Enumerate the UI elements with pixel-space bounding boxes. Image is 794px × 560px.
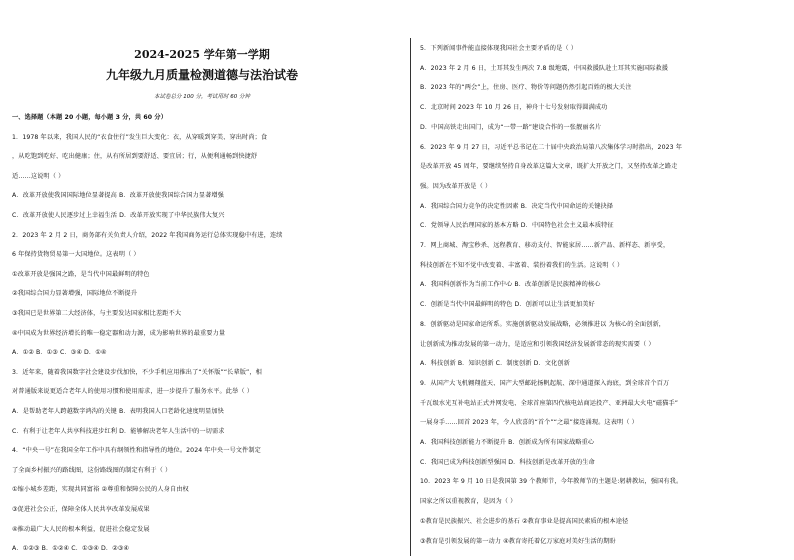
- right-text-line: A．我国科技创新能力不断提升 B．创新成为所有国家战略重心: [420, 439, 595, 446]
- right-text-line: A．2023 年 2 月 6 日，土耳其发生两次 7.8 级地震，中国救援队赴土耳其实施国际救援: [420, 64, 669, 72]
- right-text-line: 是改革开放 45 周年，要继续坚持自身改革这篇大文章，既扩大开放之门，又坚持改革之路走: [420, 163, 678, 171]
- exam-subtitle: 本试卷总分 100 分，考试用时 60 分钟: [154, 94, 250, 100]
- right-text-line: 科技创新在不知不觉中改变着、丰富着、装扮着我们的生活。这说明（ ）: [420, 261, 624, 269]
- left-text-line: 1．1978 年以来，我国人民的“衣食住行”发生巨大变化：衣，从穿暖到穿美、穿出时尚；食: [12, 133, 268, 141]
- right-text-line: 强。因为改革开放是（ ）: [420, 182, 492, 190]
- left-text-line: ①缩小城乡差距，实现共同富裕 ②尊重和保障公民的人身自由权: [12, 486, 189, 494]
- left-text-line: A．改革开放使我国国际地位显著提高 B．改革开放使我国综合国力显著增强: [12, 192, 224, 200]
- right-text-line: 9．从国产大飞机翱翔蓝天、国产大型邮轮扬帆起航、深中通道探入海底，到全球首个百万: [420, 379, 670, 387]
- right-text-line: D．中国高铁走出国门，成为“一带一路”建设合作的一张靓丽名片: [420, 123, 602, 131]
- left-text-line: ，从吃饱到吃好、吃出健康；住，从有所居到要舒适、要宜居；行，从便利通畅到快捷舒: [12, 153, 258, 161]
- right-text-line: ①教育是民族振兴、社会进步的基石 ②教育事业是提高国民素质的根本途径: [420, 517, 629, 525]
- right-text-line: C．创新是当代中国最鲜明的特色 D．创新可以让生活更加美好: [420, 301, 595, 309]
- left-text-line: C．改革开放使人民逐步过上幸福生活 D．改革开放实现了中华民族伟大复兴: [12, 212, 225, 219]
- left-text-line: A．①②③ B．①②④ C．①③④ D．②③④: [12, 545, 130, 553]
- right-text-line: A．科技创新 B．知识创新 C．制度创新 D．文化创新: [420, 360, 570, 368]
- left-text-line: ③促进社会公正，保障全体人民共享改革发展成果: [12, 506, 150, 513]
- left-text-line: ③我国已是世界第二大经济体，与主要发达国家相比差距不大: [12, 310, 182, 317]
- right-text-line: 8．创新驱动是国家命运所系。实施创新驱动发展战略，必须推进以 为核心的全面创新，: [420, 320, 666, 328]
- exam-year-title: 2024-2025 学年第一学期: [134, 48, 270, 61]
- exam-title: 九年级九月质量检测道德与法治试卷: [105, 68, 298, 82]
- right-text-line: 一展身手……回首 2023 年，令人欣喜的“首个”“之最”接连涌现。这表明（ ）: [420, 419, 638, 427]
- right-text-line: 7．网上商城、淘宝秒杀、远程教育、移动支付、智能家居……新产品、新样态、新享受，: [420, 242, 670, 249]
- right-text-line: A．我国科创新作为当前工作中心 B．改革创新是民族精神的核心: [420, 281, 601, 289]
- column-divider: [410, 38, 411, 556]
- right-text-line: A．我国综合国力竞争的决定性因素 B．决定当代中国命运的关键抉择: [420, 202, 614, 210]
- left-text-line: ④中国成为世界经济增长的唯一稳定器和动力源，成为影响世界的最重要力量: [12, 329, 226, 337]
- right-text-line: 让创新成为推动发展的第一动力，是适应和引领我国经济发展新常态的现实需要（ ）: [420, 340, 655, 348]
- left-text-line: 对普通版来说更适合老年人的使用习惯和使用需求，进一步提升了服务水平。此举（ ）: [12, 388, 253, 396]
- right-text-line: 国家之所以重视教育，是因为（ ）: [420, 498, 517, 506]
- left-text-line: 3．近年来，随着我国数字社会建设步伐加快，不少手机应用推出了“关怀版”“长辈版”，相: [12, 368, 262, 376]
- right-text-line: 10．2023 年 9 月 10 日是我国第 39 个教师节，今年教师节的主题是:躬耕教坛，强国有我。: [420, 478, 683, 486]
- left-text-line: 一、选择题（本题 20 小题，每小题 3 分，共 60 分）: [12, 114, 168, 121]
- right-text-line: 5．下列新闻事件能直接体现我国社会主要矛盾的是（ ）: [420, 45, 578, 52]
- left-text-line: ④推动最广大人民的根本利益，促进社会稳定发展: [12, 525, 150, 533]
- right-text-line: 千瓦级水光互补电站正式并网发电、全球首座第四代核电站商运投产、亚洲最大火电“磁猫手”: [420, 399, 679, 407]
- right-text-line: C．党领导人民治理国家的基本方略 D．中国特色社会主义最本质特征: [420, 222, 614, 230]
- left-text-line: A．是帮助老年人跨越数字鸿沟的关键 B．表明我国人口老龄化速度明显加快: [12, 408, 224, 415]
- left-text-line: A．①② B．①③ C．③④ D．①④: [12, 349, 107, 357]
- right-text-line: B．2023 年的“两会”上，住房、医疗、物价等问题仍然引起百姓的极大关注: [420, 84, 632, 92]
- left-text-line: C．有利于让老年人共享科技进步红利 D．能够解决老年人生活中的一切需求: [12, 427, 225, 435]
- left-text-line: 6 年保持货物贸易第一大国地位。这表明（ ）: [12, 251, 140, 259]
- right-text-line: ③教育是引领发展的第一动力 ④教育寄托着亿万家庭对美好生活的期盼: [420, 537, 616, 545]
- left-text-line: ①改革开放是强国之路，是当代中国最鲜明的特色: [12, 270, 150, 278]
- left-text-line: 适……这说明（ ）: [12, 172, 65, 180]
- right-text-line: 6．2023 年 9 月 27 日，习近平总书记在二十届中央政治局第八次集体学习时指出，2023 年: [420, 143, 683, 151]
- left-text-line: 了全面乡村振兴的路线图，这份路线图的制定有利于（ ）: [12, 466, 172, 474]
- left-text-line: 4．“中央一号”在我国全年工作中具有纲领性和指导性的地位。2024 年中央一号文件制定: [12, 447, 261, 455]
- left-text-line: 2．2023 年 2 月 2 日，商务部有关负责人介绍，2022 年我国商务运行总体实现稳中有进，连续: [12, 231, 283, 239]
- left-text-line: ②我国综合国力显著增强，国际地位不断提升: [12, 290, 138, 298]
- right-text-line: C．北京时间 2023 年 10 月 26 日，神舟十七号发射取得圆满成功: [420, 104, 608, 112]
- right-text-line: C．我国已成为科技创新型强国 D．科技创新是改革开放的生命: [420, 458, 595, 466]
